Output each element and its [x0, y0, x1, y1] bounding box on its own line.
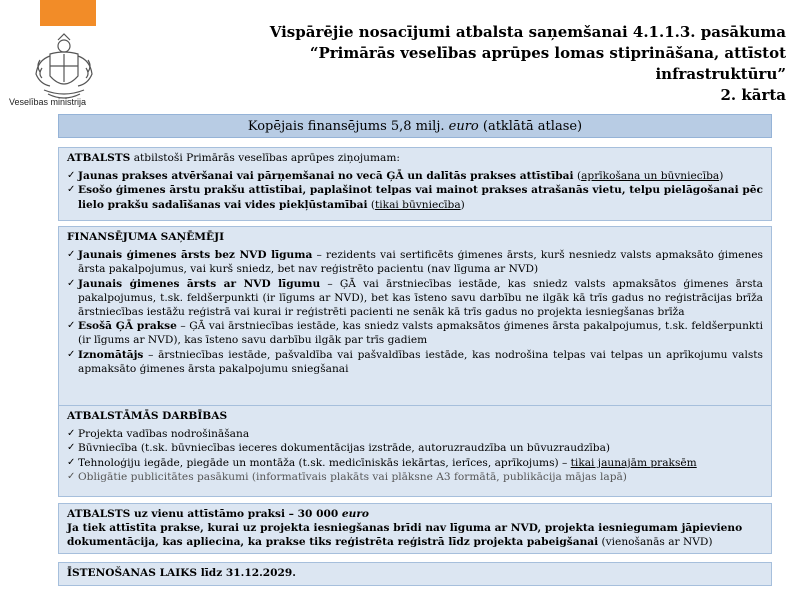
- page-title: [226, 22, 786, 106]
- deadline-label: ĪSTENOŠANAS LAIKS līdz 31.12.2029.: [67, 567, 296, 579]
- check-icon: ✓: [67, 456, 76, 468]
- support-limit-note: Ja tiek attīstīta prakse, kurai uz projekta iesniegšanas brīdi nav līguma ar NVD, projekta iesniegumam jāpievieno dokumentācija, kas apliecina, ka prakse tiks reģistrēta reģistrā līdz projekta pabeigšanai (vienošanās ar NVD): [67, 522, 743, 549]
- check-icon: ✓: [67, 170, 76, 182]
- recipient-item: ✓ Jaunais ģimenes ārsts bez NVD līguma – rezidents vai sertificēts ģimenes ārsts, kurš nesniedz valsts apmaksāto ģimenes ārsta pakalpojumus, vai kurš sniedz, bet nav reģistrēto pacientu (nav līguma ar NVD): [67, 249, 763, 276]
- activities-section: [58, 405, 772, 497]
- support-section: [58, 147, 772, 221]
- support-limit-label: ATBALSTS uz vienu attīstāmo praksi – 30 000 euro: [67, 508, 369, 520]
- check-icon: ✓: [67, 184, 76, 196]
- deadline-section: [58, 562, 772, 586]
- activity-item: ✓ Tehnoloģiju iegāde, piegāde un montāža (t.sk. medicīniskās iekārtas, ierīces, aprīkojums) – tikai jaunajām praksēm: [67, 456, 697, 469]
- recipients-title: FINANSĒJUMA SAŅĒMĒJI: [67, 231, 225, 243]
- support-item: ✓ Esošo ģimenes ārstu prakšu attīstībai, paplašinot telpas vai mainot prakses atrašanās vietu, telpu pielāgošanai pēc lielo prakšu sadalīšanas vai vides piekļūstamībai (tikai būvniecība): [67, 184, 763, 211]
- title-line-3: infrastruktūru”: [655, 65, 786, 83]
- check-icon: ✓: [67, 442, 76, 454]
- activity-item: ✓ Obligātie publicitātes pasākumi (informatīvais plakāts vai plāksne A3 formātā, publikācija mājas lapā): [67, 470, 627, 483]
- activity-item: ✓ Būvniecība (t.sk. būvniecības ieceres dokumentācijas izstrāde, autoruzraudzība un būvuzraudzība): [67, 442, 611, 455]
- funding-text-a: Kopējais finansējums 5,8 milj.: [247, 119, 449, 134]
- funding-euro: euro: [448, 119, 479, 134]
- title-line-2: “Primārās veselības aprūpes lomas stiprināšana, attīstot: [309, 44, 786, 62]
- support-label: ATBALSTS atbilstoši Primārās veselības aprūpes ziņojumam:: [67, 152, 400, 164]
- recipients-section: [58, 226, 772, 406]
- recipient-item: ✓ Jaunais ģimenes ārsts ar NVD līgumu – ĢĀ vai ārstniecības iestāde, kas sniedz valsts apmaksātos ģimenes ārsta pakalpojumus, t.sk. feldšerpunkti (ir līgums ar NVD), bet kas īsteno savu darbību ne ilgāk kā trīs gadus no reģistrācijas brīža ārstniecības iestāžu reģistrā vai kurai ir reģistrēti pacienti ne senāk kā trīs gadus no projekta iesniegšanas brīža: [67, 277, 763, 319]
- check-icon: ✓: [67, 320, 76, 332]
- ministry-name: Veselības ministrija: [9, 97, 87, 107]
- check-icon: ✓: [67, 348, 76, 360]
- support-limit-section: [58, 503, 772, 554]
- funding-header: [58, 114, 772, 138]
- recipient-item: ✓ Esošā ĢĀ prakse – ĢĀ vai ārstniecības iestāde, kas sniedz valsts apmaksātos ģimenes ārsta pakalpojumus, t.sk. feldšerpunkti (ir līgums ar NVD), kas īsteno savu darbību ilgāk par trīs gadiem: [67, 320, 763, 347]
- check-icon: ✓: [67, 277, 76, 289]
- recipient-item: ✓ Iznomātājs – ārstniecības iestāde, pašvaldība vai pašvaldības iestāde, kas nodrošina telpas vai telpas un aprīkojumu valsts apmaksāto ģimenes ārsta pakalpojumu sniegšanai: [67, 348, 763, 375]
- brand-accent-bar: [40, 0, 96, 26]
- check-icon: ✓: [67, 249, 76, 261]
- title-line-4: 2. kārta: [720, 86, 786, 104]
- check-icon: ✓: [67, 470, 76, 482]
- check-icon: ✓: [67, 428, 76, 440]
- support-item: ✓ Jaunas prakses atvēršanai vai pārņemšanai no vecā ĢĀ un dalītās prakses attīstībai (aprīkošana un būvniecība): [67, 170, 724, 183]
- funding-text-b: (atklātā atlase): [478, 119, 583, 134]
- activities-title: ATBALSTĀMĀS DARBĪBAS: [67, 410, 228, 422]
- activity-item: ✓ Projekta vadības nodrošināšana: [67, 428, 250, 441]
- title-line-1: Vispārējie nosacījumi atbalsta saņemšanai 4.1.1.3. pasākuma: [269, 23, 786, 41]
